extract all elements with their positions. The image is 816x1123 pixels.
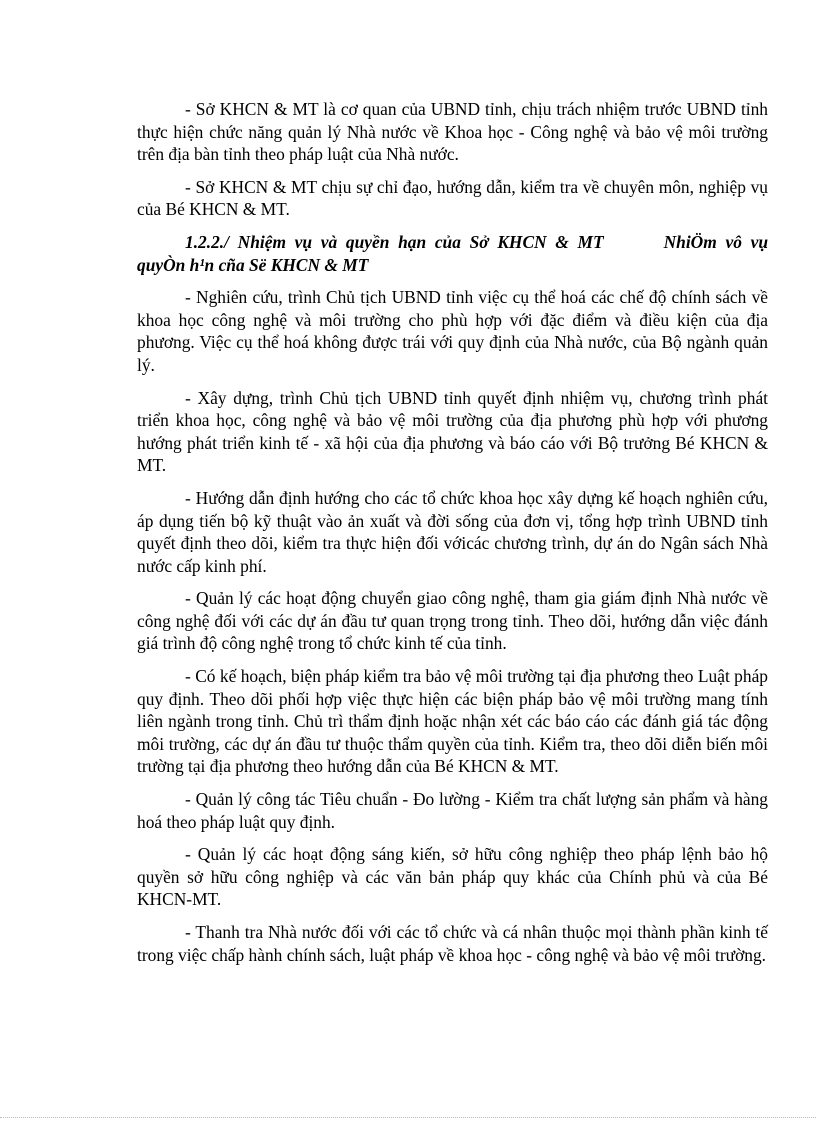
paragraph-item: - Quản lý công tác Tiêu chuẩn - Đo lường - Kiểm tra chất lượng sản phẩm và hàng hoá theo pháp luật quy định. xyxy=(137,789,768,832)
document-page xyxy=(137,98,768,976)
section-heading-garbled: NhiÖm vô vụ quyÒn h¹n cña Së KHCN & MT xyxy=(137,231,768,275)
paragraph-item: - Quản lý các hoạt động chuyển giao công nghệ, tham gia giám định Nhà nước về công nghệ đối với các dự án đầu tư quan trọng trong tỉnh. Theo dõi, hướng dẫn việc đánh giá trình độ công nghệ trong tổ chức kinh tế của tỉnh. xyxy=(137,588,768,654)
paragraph-item: - Xây dựng, trình Chủ tịch UBND tỉnh quyết định nhiệm vụ, chương trình phát triển khoa học, công nghệ và bảo vệ môi trường của địa phương phù hợp với phương hướng phát triển kinh tế - xã hội của địa phương và báo cáo với Bộ trưởng Bé KHCN & MT. xyxy=(137,387,768,476)
paragraph-item: - Có kế hoạch, biện pháp kiểm tra bảo vệ môi trường tại địa phương theo Luật pháp quy định. Theo dõi phối hợp việc thực hiện các biện pháp bảo vệ môi trường mang tính liên ngành trong tỉnh. Chủ trì thẩm định hoặc nhận xét các báo cáo các đánh giá tác động môi trường, các dự án đầu tư thuộc thẩm quyền của tỉnh. Kiểm tra, theo dõi diễn biến môi trường tại địa phương theo hướng dẫn của Bé KHCN & MT. xyxy=(137,666,768,777)
paragraph-supervision: - Sở KHCN & MT chịu sự chỉ đạo, hướng dẫn, kiểm tra về chuyên môn, nghiệp vụ của Bé KHCN & MT. xyxy=(137,176,768,220)
paragraph-role: - Sở KHCN & MT là cơ quan của UBND tỉnh, chịu trách nhiệm trước UBND tỉnh thực hiện chức năng quản lý Nhà nước về Khoa học - Công nghệ và bảo vệ môi trường trên địa bàn tỉnh theo pháp luật của Nhà nước. xyxy=(137,99,768,165)
page-bottom-border xyxy=(0,1117,816,1118)
paragraph-item: - Hướng dẫn định hướng cho các tổ chức khoa học xây dựng kế hoạch nghiên cứu, áp dụng tiến bộ kỹ thuật vào ản xuất và đời sống của đơn vị, tổng hợp trình UBND tỉnh quyết định theo dõi, kiểm tra thực hiện đối vớicác chương trình, dự án do Ngân sách Nhà nước cấp kinh phí. xyxy=(137,487,768,576)
section-heading-title: 1.2.2./ Nhiệm vụ và quyền hạn của Sở KHCN & MT xyxy=(185,231,604,252)
paragraph-item: - Nghiên cứu, trình Chủ tịch UBND tỉnh việc cụ thể hoá các chế độ chính sách về khoa học công nghệ và môi trường cho phù hợp với đặc điểm và điều kiện của địa phương. Việc cụ thể hoá không được trái với quy định của Nhà nước, của Bộ ngành quản lý. xyxy=(137,287,768,375)
section-heading xyxy=(137,231,768,276)
paragraph-item: - Quản lý các hoạt động sáng kiến, sở hữu công nghiệp theo pháp lệnh bảo hộ quyền sở hữu công nghiệp và các văn bản pháp quy khác của Chính phủ và của Bé KHCN-MT. xyxy=(137,844,768,910)
paragraph-item: - Thanh tra Nhà nước đối với các tổ chức và cá nhân thuộc mọi thành phần kinh tế trong việc chấp hành chính sách, luật pháp về khoa học - công nghệ và bảo vệ môi trường. xyxy=(137,922,768,965)
